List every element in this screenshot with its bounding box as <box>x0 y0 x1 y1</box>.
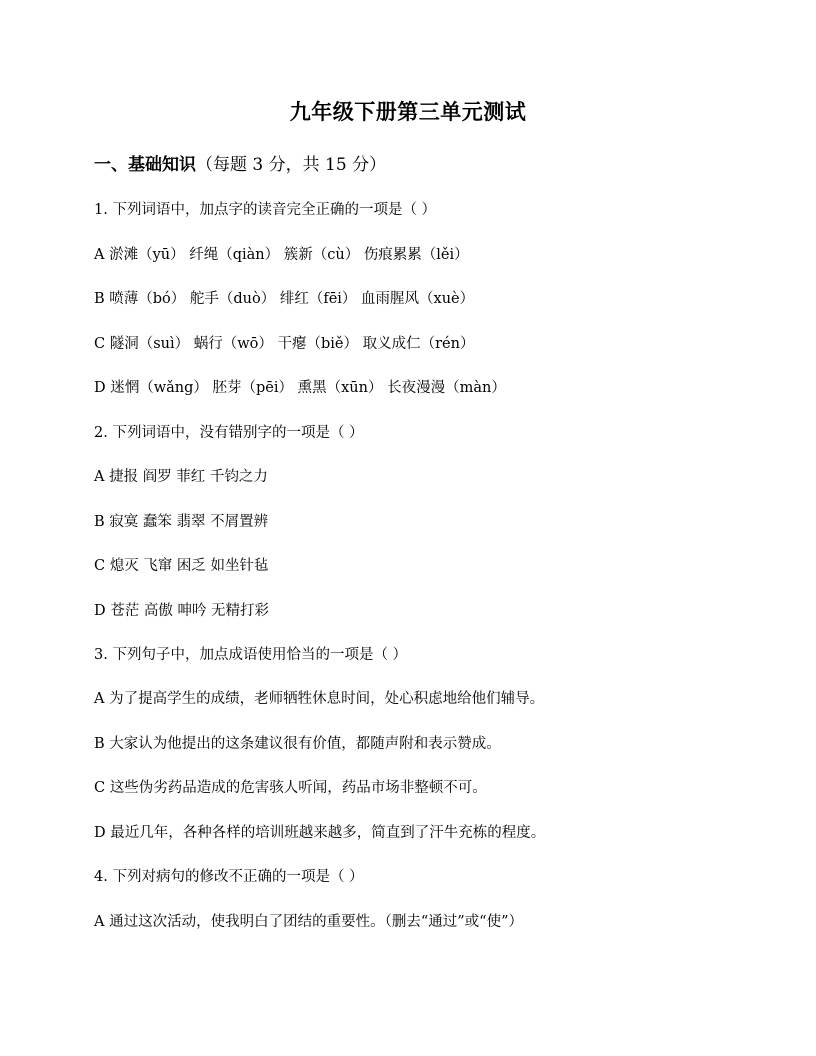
question-1-option-b: B 喷薄（bó） 舵手（duò） 绯红（fēi） 血雨腥风（xuè） <box>94 291 475 307</box>
section-heading-label: 一、基础知识 <box>94 155 196 175</box>
question-3-option-b: B 大家认为他提出的这条建议很有价值，都随声附和表示赞成。 <box>94 736 501 752</box>
section-heading-score-note: （每题 3 分，共 15 分） <box>196 155 387 175</box>
question-3-option-d: D 最近几年，各种各样的培训班越来越多，简直到了汗牛充栋的程度。 <box>94 825 546 841</box>
question-1-stem: 1. 下列词语中，加点字的读音完全正确的一项是（ ） <box>94 202 437 218</box>
question-3-option-c: C 这些伪劣药品造成的危害骇人听闻，药品市场非整顿不可。 <box>94 780 487 796</box>
question-1-option-a: A 淤滩（yū） 纤绳（qiàn） 簇新（cù） 伤痕累累（lěi） <box>94 247 469 263</box>
question-3-option-a: A 为了提高学生的成绩，老师牺牲休息时间，处心积虑地给他们辅导。 <box>94 691 545 707</box>
question-1-option-c: C 隧洞（suì） 蜗行（wō） 干瘪（biě） 取义成仁（rén） <box>94 336 475 352</box>
question-2-option-a: A 捷报 阎罗 菲红 千钧之力 <box>94 469 268 485</box>
question-2-option-c: C 熄灭 飞窜 困乏 如坐针毡 <box>94 558 269 574</box>
page-title: 九年级下册第三单元测试 <box>289 99 527 124</box>
question-1-option-d: D 迷惘（wǎng） 胚芽（pēi） 熏黑（xūn） 长夜漫漫（màn） <box>94 380 506 396</box>
question-3-stem: 3. 下列句子中，加点成语使用恰当的一项是（ ） <box>94 647 408 663</box>
question-4-stem: 4. 下列对病句的修改不正确的一项是（ ） <box>94 869 364 885</box>
question-4-option-a: A 通过这次活动，使我明白了团结的重要性。（删去“通过”或“使”） <box>94 914 523 930</box>
question-2-option-d: D 苍茫 高傲 呻吟 无精打彩 <box>94 603 270 619</box>
question-2-option-b: B 寂寞 蠢笨 翡翠 不屑置辨 <box>94 514 269 530</box>
section-heading-basics <box>94 150 386 175</box>
question-2-stem: 2. 下列词语中，没有错别字的一项是（ ） <box>94 425 364 441</box>
